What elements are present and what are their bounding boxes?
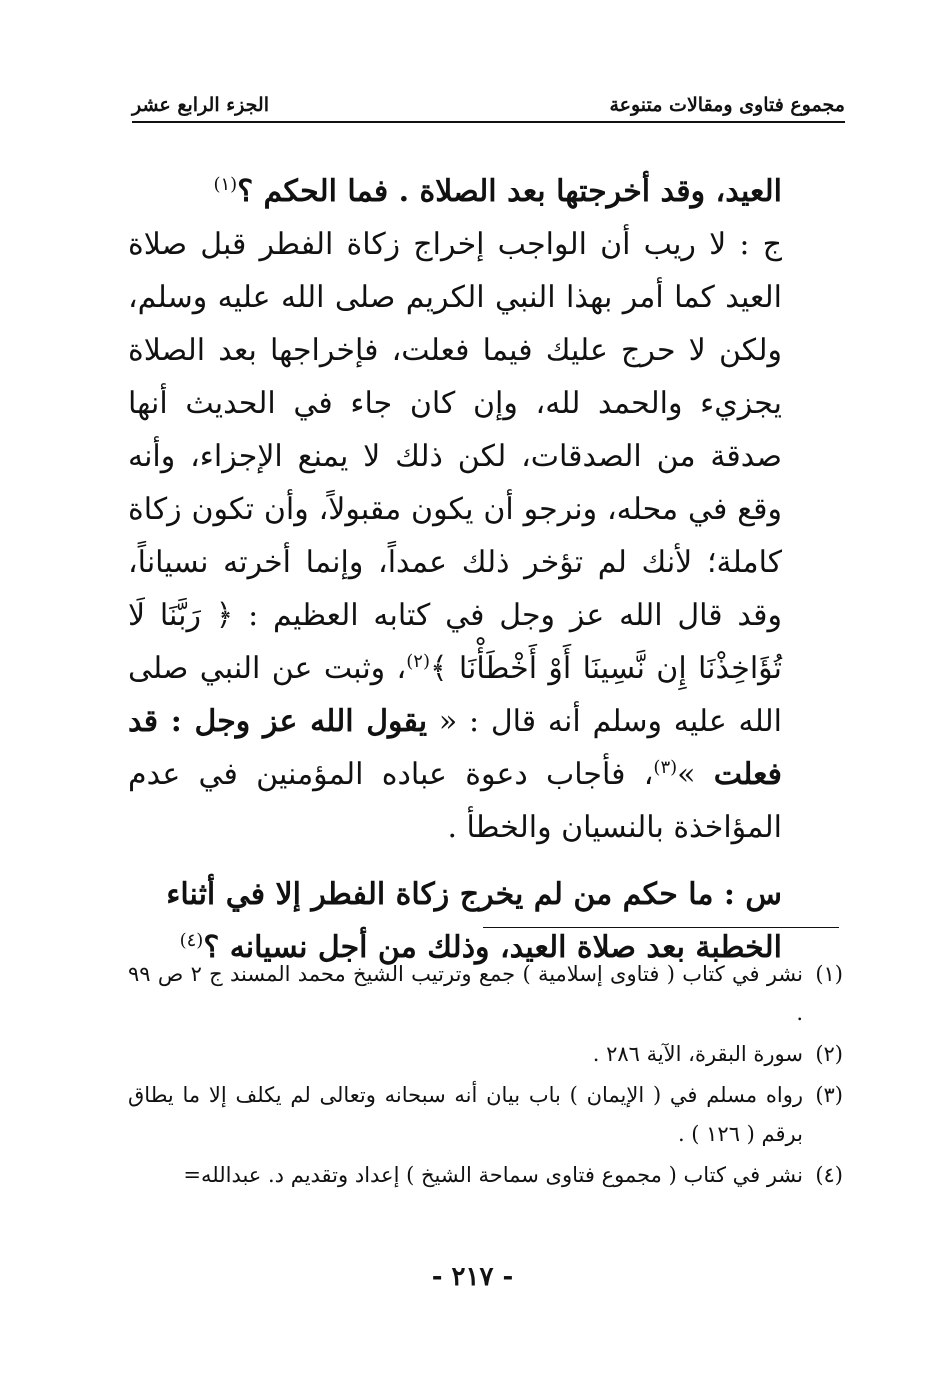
footnote-ref-3: (٣) — [653, 757, 678, 778]
footnote-text: سورة البقرة، الآية ٢٨٦ . — [592, 1042, 803, 1066]
footnote-text: نشر في كتاب ( مجموع فتاوى سماحة الشيخ ) إعداد وتقديم د. عبدالله= — [183, 1163, 803, 1187]
footnote-1 — [128, 955, 843, 1033]
main-text — [128, 165, 840, 974]
answer-1-text: ج : لا ريب أن الواجب إخراج زكاة الفطر قبل صلاة العيد كما أمر بهذا النبي الكريم صلى الله عليه وسلم، ولكن لا حرج عليك فيما فعلت، فإخراجها بعد الصلاة يجزيء والحمد لله، وإن كان جاء في الحديث أنها صدقة من الصدقات، لكن ذلك لا يمنع الإجزاء، وأنه وقع في محله، ونرجو أن يكون مقبولاً، وأن تكون زكاة كاملة؛ لأنك لم تؤخر ذلك عمداً، وإنما أخرته نسياناً، وقد قال الله عز وجل في كتابه العظيم : — [128, 227, 783, 633]
footnote-2 — [128, 1035, 843, 1074]
book-title: مجموع فتاوى ومقالات متنوعة — [609, 94, 845, 116]
footnote-ref-1: (١) — [213, 174, 238, 195]
footnote-number: (٣) — [815, 1083, 843, 1107]
answer-1: ج : لا ريب أن الواجب إخراج زكاة الفطر قبل صلاة العيد كما أمر بهذا النبي الكريم صلى الله عليه وسلم، ولكن لا حرج عليك فيما فعلت، فإخراجها بعد الصلاة يجزيء والحمد لله، وإن كان جاء في الحديث أنها صدقة من الصدقات، لكن ذلك لا يمنع الإجزاء، وأنه وقع في محله، ونرجو أن يكون مقبولاً، وأن تكون زكاة كاملة؛ لأنك لم تؤخر ذلك عمداً، وإنما أخرته نسياناً، وقد قال الله عز وجل في كتابه العظيم : ﴿ رَبَّنَا لَا تُؤَاخِذْنَا إِن نَّسِينَا أَوْ أَخْطَأْنَا ﴾$^{(٢)}$، وثبت عن النبي صلى الله عليه وسلم أنه قال : « يقول الله عز وجل : قد فعلت »$^{(٣)}$، فأجاب دعوة عباده المؤمنين في عدم المؤاخذة بالنسيان والخطأ . — [128, 227, 783, 845]
question-2: س : ما حكم من لم يخرج زكاة الفطر إلا في أثناء الخطبة بعد صلاة العيد، وذلك من أجل نسيانه ؟$^{(٤)}$ — [166, 877, 782, 965]
footnote-divider — [483, 927, 839, 928]
footnote-4 — [128, 1156, 843, 1195]
footnote-text: رواه مسلم في ( الإيمان ) باب بيان أنه سبحانه وتعالى لم يكلف إلا ما يطاق برقم ( ١٢٦ ) . — [128, 1083, 803, 1146]
question-1-ending: العيد، وقد أخرجتها بعد الصلاة . فما الحكم ؟$^{(١)}$ — [213, 174, 782, 209]
quran-verse: ﴿ رَبَّنَا لَا تُؤَاخِذْنَا إِن نَّسِينَا أَوْ أَخْطَأْنَا ﴾ — [128, 598, 782, 686]
footnote-ref-4: (٤) — [179, 930, 204, 951]
footnote-number: (٢) — [815, 1042, 843, 1066]
paragraph-gap — [128, 854, 840, 868]
footnote-number: (٤) — [815, 1163, 843, 1187]
running-header — [132, 84, 845, 124]
footnotes — [128, 955, 843, 1197]
footnote-ref-2: (٢) — [406, 651, 430, 672]
page-number: - ٢١٧ - — [431, 1262, 514, 1292]
hadith-quote: يقول الله عز وجل : قد فعلت — [128, 704, 782, 792]
volume-label: الجزء الرابع عشر — [132, 94, 269, 116]
header-divider — [132, 121, 845, 123]
footnote-3 — [128, 1076, 843, 1154]
footnote-number: (١) — [815, 962, 843, 986]
footnote-text: نشر في كتاب ( فتاوى إسلامية ) جمع وترتيب الشيخ محمد المسند ج ٢ ص ٩٩ . — [128, 962, 803, 1025]
